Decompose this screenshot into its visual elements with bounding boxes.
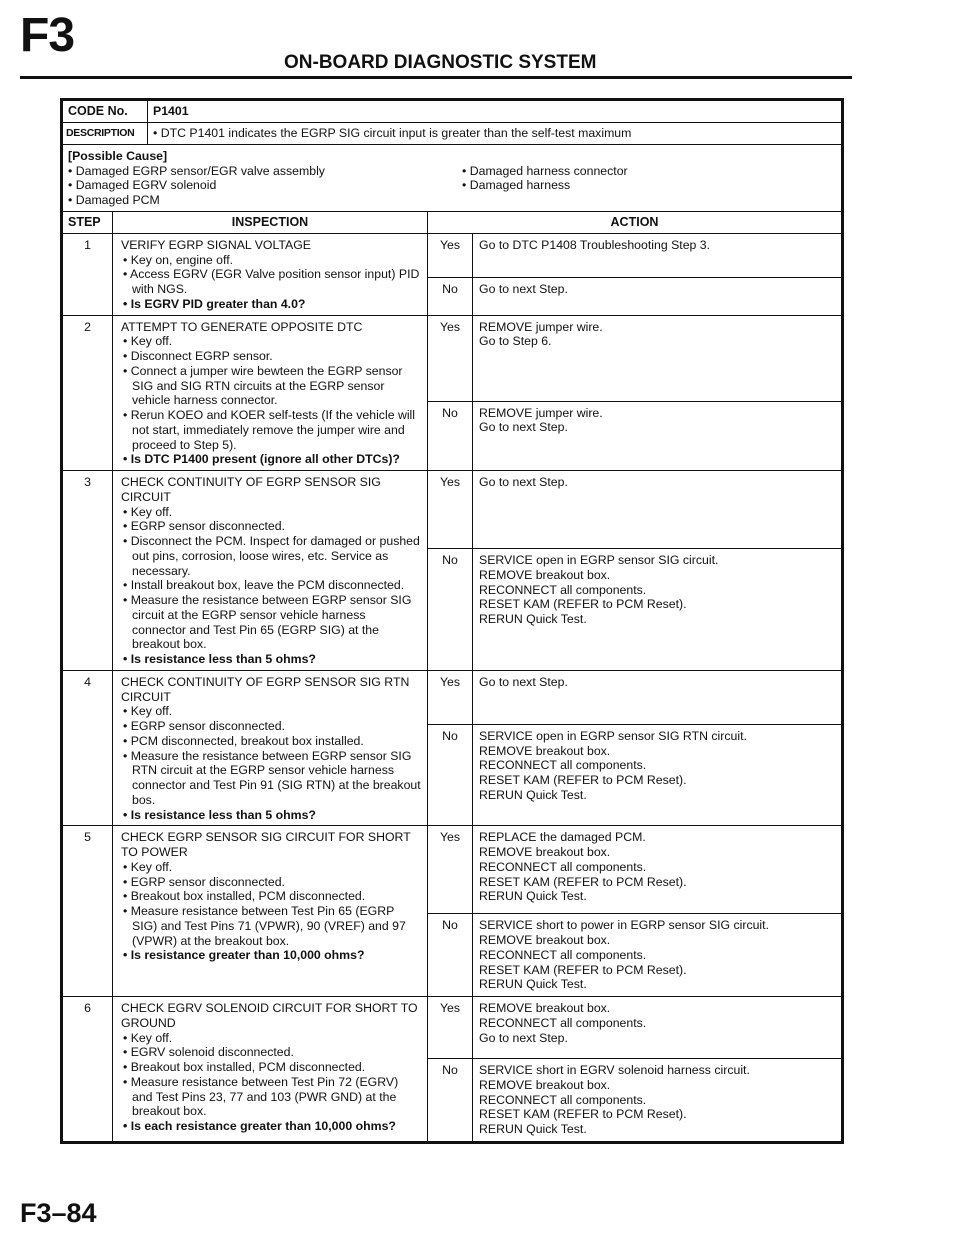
header-rule: [20, 76, 852, 79]
description-value: • DTC P1401 indicates the EGRP SIG circuit input is greater than the self-test maximum: [148, 123, 842, 145]
action-line: RESET KAM (REFER to PCM Reset).: [479, 1107, 687, 1122]
yes-label: Yes: [428, 670, 473, 724]
action-line: RERUN Quick Test.: [479, 889, 587, 904]
action-line: RECONNECT all components.: [479, 1092, 647, 1107]
action-line: Go to Step 6.: [479, 334, 552, 349]
action-line: Go to next Step.: [479, 420, 568, 435]
inspection-title: CHECK EGRV SOLENOID CIRCUIT FOR SHORT TO GROUND: [121, 1001, 418, 1030]
inspection-item: • PCM disconnected, breakout box installed.: [123, 733, 364, 748]
yes-action: [473, 826, 842, 914]
inspection-item: • Breakout box installed, PCM disconnected.: [123, 889, 366, 904]
inspection-item: • Rerun KOEO and KOER self-tests (If the vehicle will not start, immediately remove the jumper wire and proceed to Step 5).: [123, 408, 416, 452]
cause-item: • Damaged harness connector: [462, 163, 628, 178]
no-label: No: [428, 1059, 473, 1142]
action-line: REMOVE breakout box.: [479, 743, 611, 758]
inspection-question: • Is EGRV PID greater than 4.0?: [123, 296, 306, 311]
action-line: RECONNECT all components.: [479, 758, 647, 773]
inspection-cell: [113, 997, 428, 1142]
action-line: Go to next Step.: [479, 281, 568, 296]
code-label: CODE No.: [63, 101, 148, 123]
inspection-item: • EGRP sensor disconnected.: [123, 719, 285, 733]
action-line: REPLACE the damaged PCM.: [479, 830, 646, 845]
meta-table: [62, 100, 842, 212]
column-header-action: ACTION: [428, 211, 842, 233]
column-header-inspection: INSPECTION: [113, 211, 428, 233]
action-line: Go to DTC P1408 Troubleshooting Step 3.: [479, 237, 711, 252]
action-line: SERVICE short to power in EGRP sensor SIG circuit.: [479, 918, 769, 933]
inspection-item: • Breakout box installed, PCM disconnected.: [123, 1060, 366, 1074]
inspection-item: • Disconnect EGRP sensor.: [123, 349, 273, 363]
action-line: REMOVE breakout box.: [479, 845, 611, 859]
possible-cause-title: [Possible Cause]: [68, 148, 168, 163]
yes-label: Yes: [428, 315, 473, 401]
yes-action: [473, 997, 842, 1059]
inspection-question: • Is resistance greater than 10,000 ohms?: [123, 948, 365, 963]
inspection-item: • Install breakout box, leave the PCM disconnected.: [123, 578, 405, 593]
page-title: ON-BOARD DIAGNOSTIC SYSTEM: [284, 52, 597, 73]
inspection-item: • EGRP sensor disconnected.: [123, 519, 285, 534]
possible-cause-block: [63, 144, 842, 211]
inspection-item: • Measure the resistance between EGRP sensor SIG circuit at the EGRP sensor vehicle harness connector and Test Pin 65 (EGRP SIG) at the breakout box.: [123, 593, 412, 652]
cause-item: • Damaged harness: [462, 178, 571, 193]
inspection-title: CHECK CONTINUITY OF EGRP SENSOR SIG RTN CIRCUIT: [121, 674, 410, 704]
step-row: [63, 233, 842, 277]
yes-action: [473, 315, 842, 401]
inspection-question: • Is DTC P1400 present (ignore all other DTCs)?: [123, 452, 400, 467]
code-row: [63, 101, 842, 123]
cause-item: • Damaged PCM: [68, 193, 160, 207]
no-label: No: [428, 724, 473, 826]
no-action: [473, 401, 842, 471]
yes-label: Yes: [428, 826, 473, 914]
step-number: 4: [63, 670, 113, 826]
action-line: RECONNECT all components.: [479, 582, 647, 597]
action-line: RERUN Quick Test.: [479, 787, 587, 802]
inspection-item: • Disconnect the PCM. Inspect for damaged or pushed out pins, corrosion, loose wires, etc. Service as necessary.: [123, 534, 420, 578]
step-row: [63, 997, 842, 1059]
step-row: [63, 315, 842, 401]
yes-action: [473, 233, 842, 277]
description-row: [63, 123, 842, 145]
action-line: SERVICE open in EGRP sensor SIG RTN circuit.: [479, 728, 747, 743]
no-label: No: [428, 549, 473, 671]
yes-action: [473, 670, 842, 724]
action-line: Go to next Step.: [479, 1030, 568, 1045]
no-action: [473, 724, 842, 826]
inspection-question: • Is resistance less than 5 ohms?: [123, 652, 316, 666]
steps-body: [63, 233, 842, 1141]
action-line: SERVICE short in EGRV solenoid harness circuit.: [479, 1063, 750, 1077]
inspection-title: ATTEMPT TO GENERATE OPPOSITE DTC: [121, 319, 363, 334]
no-label: No: [428, 401, 473, 471]
inspection-item: • Key off.: [123, 704, 173, 719]
no-label: No: [428, 277, 473, 315]
action-line: REMOVE breakout box.: [479, 1001, 611, 1015]
step-number: 5: [63, 826, 113, 997]
step-number: 3: [63, 471, 113, 671]
inspection-item: • Key off.: [123, 504, 173, 519]
inspection-cell: [113, 670, 428, 826]
inspection-item: • Key off.: [123, 334, 173, 349]
inspection-cell: [113, 826, 428, 997]
inspection-item: • EGRP sensor disconnected.: [123, 874, 285, 889]
yes-action: [473, 471, 842, 549]
cause-item: • Damaged EGRP sensor/EGR valve assembly: [68, 163, 325, 178]
action-line: REMOVE breakout box.: [479, 933, 611, 947]
step-number: 1: [63, 233, 113, 315]
step-row: [63, 670, 842, 724]
inspection-item: • Measure resistance between Test Pin 65 (EGRP SIG) and Test Pins 71 (VPWR), 90 (VREF) and 97 (VPWR) at the breakout box.: [123, 904, 406, 948]
action-line: REMOVE breakout box.: [479, 1077, 611, 1092]
cause-item: • Damaged EGRV solenoid: [68, 178, 217, 193]
step-number: 2: [63, 315, 113, 471]
inspection-item: • Measure the resistance between EGRP sensor SIG RTN circuit at the EGRP sensor vehicle harness connector and Test Pin 91 (SIG RTN) at the breakout bos.: [123, 748, 421, 807]
action-line: RERUN Quick Test.: [479, 612, 587, 626]
column-header-row: [63, 211, 842, 233]
inspection-item: • Key on, engine off.: [123, 252, 234, 267]
action-line: RESET KAM (REFER to PCM Reset).: [479, 874, 687, 889]
inspection-item: • Access EGRV (EGR Valve position sensor input) PID with NGS.: [123, 267, 420, 296]
inspection-title: CHECK EGRP SENSOR SIG CIRCUIT FOR SHORT TO POWER: [121, 830, 411, 859]
inspection-title: VERIFY EGRP SIGNAL VOLTAGE: [121, 237, 311, 252]
inspection-table: [62, 211, 842, 1142]
action-line: RECONNECT all components.: [479, 947, 647, 962]
yes-label: Yes: [428, 471, 473, 549]
diagnostic-table-frame: [60, 98, 844, 1144]
inspection-item: • Key off.: [123, 859, 173, 874]
description-label: DESCRIPTION: [63, 123, 148, 145]
yes-label: Yes: [428, 233, 473, 277]
no-action: [473, 277, 842, 315]
no-action: [473, 549, 842, 671]
inspection-cell: [113, 315, 428, 471]
action-line: RESET KAM (REFER to PCM Reset).: [479, 962, 687, 977]
action-line: RERUN Quick Test.: [479, 1122, 587, 1136]
column-header-step: STEP: [63, 211, 113, 233]
action-line: RESET KAM (REFER to PCM Reset).: [479, 597, 687, 612]
inspection-item: • EGRV solenoid disconnected.: [123, 1045, 294, 1060]
action-line: RESET KAM (REFER to PCM Reset).: [479, 773, 687, 787]
cause-list: [68, 164, 836, 208]
section-id: F3: [20, 9, 75, 62]
action-line: Go to next Step.: [479, 475, 568, 489]
no-label: No: [428, 914, 473, 997]
yes-label: Yes: [428, 997, 473, 1059]
inspection-item: • Key off.: [123, 1030, 173, 1045]
inspection-title: CHECK CONTINUITY OF EGRP SENSOR SIG CIRCUIT: [121, 475, 381, 504]
action-line: REMOVE jumper wire.: [479, 405, 603, 420]
inspection-item: • Measure resistance between Test Pin 72 (EGRV) and Test Pins 23, 77 and 103 (PWR GND) at the breakout box.: [123, 1074, 399, 1119]
action-line: SERVICE open in EGRP sensor SIG circuit.: [479, 553, 719, 567]
step-row: [63, 826, 842, 914]
step-number: 6: [63, 997, 113, 1142]
action-line: RERUN Quick Test.: [479, 977, 587, 992]
inspection-question: • Is each resistance greater than 10,000 ohms?: [123, 1119, 396, 1133]
inspection-cell: [113, 233, 428, 315]
step-row: [63, 471, 842, 549]
action-line: Go to next Step.: [479, 674, 568, 689]
possible-cause-row: [63, 144, 842, 211]
inspection-cell: [113, 471, 428, 671]
page-number: F3–84: [20, 1198, 97, 1228]
inspection-item: • Connect a jumper wire bewteen the EGRP sensor SIG and SIG RTN circuits at the EGRP sensor vehicle harness connector.: [123, 363, 403, 408]
code-value: P1401: [148, 101, 842, 123]
action-line: RECONNECT all components.: [479, 1015, 647, 1030]
no-action: [473, 914, 842, 997]
no-action: [473, 1059, 842, 1142]
action-line: RECONNECT all components.: [479, 859, 647, 874]
inspection-question: • Is resistance less than 5 ohms?: [123, 807, 316, 822]
action-line: REMOVE breakout box.: [479, 567, 611, 582]
action-line: REMOVE jumper wire.: [479, 319, 603, 334]
